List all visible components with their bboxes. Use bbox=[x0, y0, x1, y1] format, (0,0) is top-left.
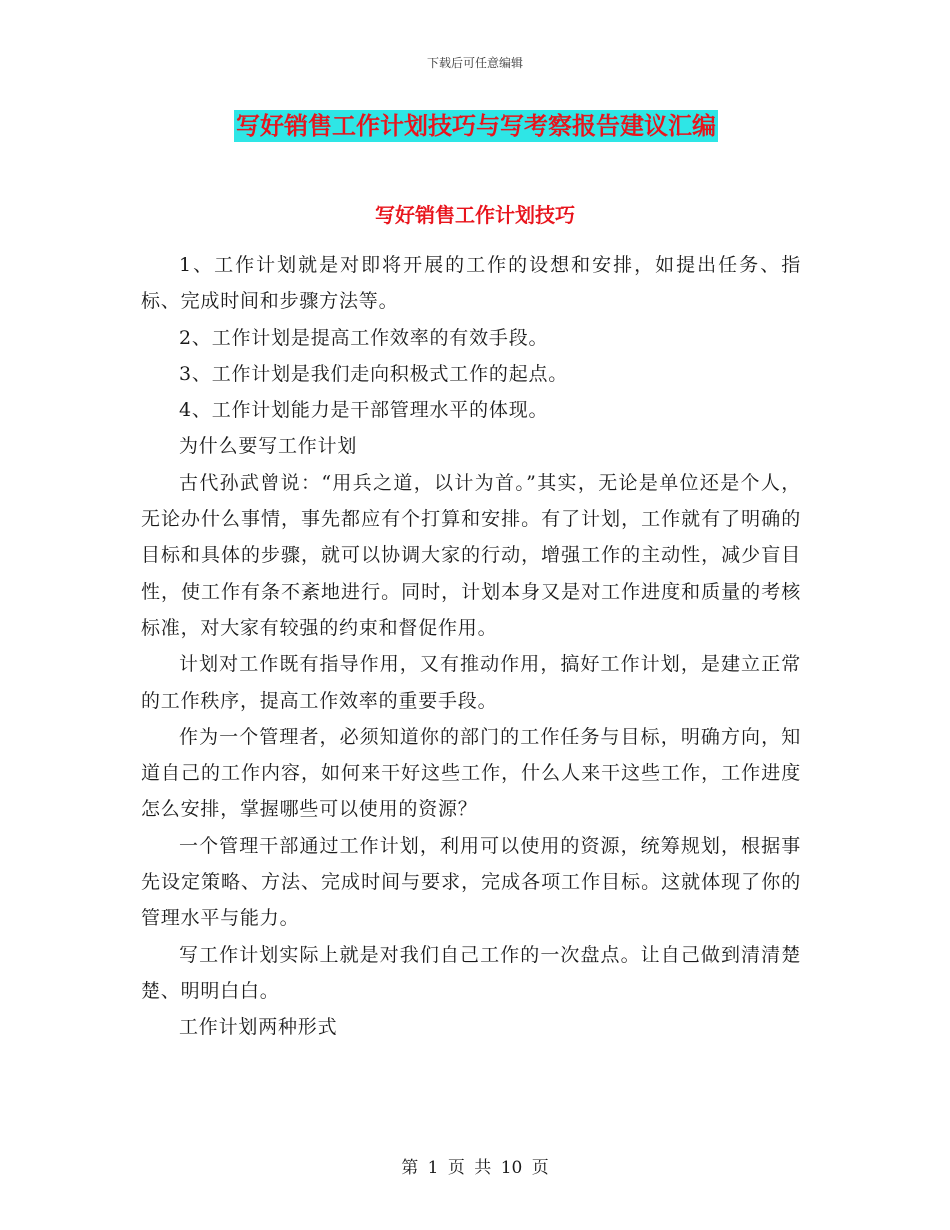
paragraph: 3、工作计划是我们走向积极式工作的起点。 bbox=[179, 362, 569, 385]
paragraph-heading: 工作计划两种形式 bbox=[179, 1016, 338, 1039]
page-number-footer: 第 1 页 共 10 页 bbox=[401, 1158, 549, 1178]
paragraph: 一个管理干部通过工作计划，利用可以使用的资源，统筹规划，根据事先设定策略、方法、完成时间与要求，完成各项工作目标。这就体现了你的管理水平与能力。 bbox=[141, 834, 801, 930]
paragraph-heading: 为什么要写工作计划 bbox=[179, 435, 358, 458]
paragraph: 1、工作计划就是对即将开展的工作的设想和安排，如提出任务、指标、完成时间和步骤方法等。 bbox=[141, 254, 801, 313]
document-title: 写好销售工作计划技巧与写考察报告建议汇编 bbox=[236, 111, 716, 140]
section-title: 写好销售工作计划技巧 bbox=[375, 203, 575, 227]
paragraph: 写工作计划实际上就是对我们自己工作的一次盘点。让自己做到清清楚楚、明明白白。 bbox=[141, 943, 801, 1002]
document-title-container bbox=[234, 110, 718, 142]
paragraph: 4、工作计划能力是干部管理水平的体现。 bbox=[179, 399, 549, 422]
paragraph: 作为一个管理者，必须知道你的部门的工作任务与目标，明确方向，知道自己的工作内容，如何来干好这些工作，什么人来干这些工作，工作进度怎么安排，掌握哪些可以使用的资源？ bbox=[141, 725, 801, 821]
header-note: 下载后可任意编辑 bbox=[426, 56, 523, 70]
paragraph: 古代孙武曾说：“用兵之道，以计为首。”其实，无论是单位还是个人，无论办什么事情，事先都应有个打算和安排。有了计划，工作就有了明确的目标和具体的步骤，就可以协调大家的行动，增强工作的主动性，减少盲目性，使工作有条不紊地进行。同时，计划本身又是对工作进度和质量的考核标准，对大家有较强的约束和督促作用。 bbox=[141, 471, 801, 639]
paragraph: 2、工作计划是提高工作效率的有效手段。 bbox=[179, 326, 549, 349]
paragraph: 计划对工作既有指导作用，又有推动作用，搞好工作计划，是建立正常的工作秩序，提高工作效率的重要手段。 bbox=[141, 653, 801, 712]
document-body bbox=[141, 247, 801, 1046]
